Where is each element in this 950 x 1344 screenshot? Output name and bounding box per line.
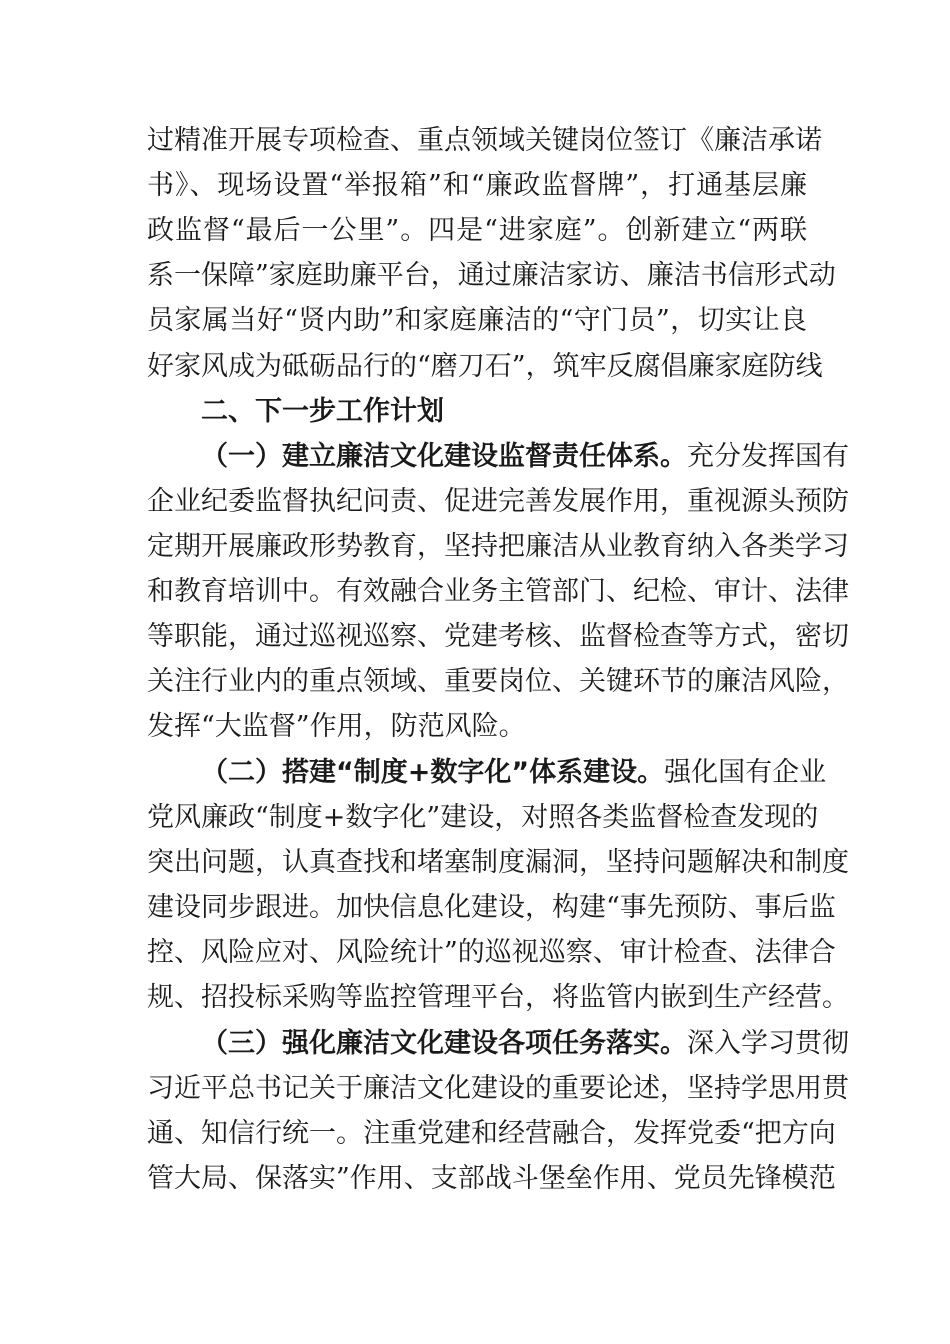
paragraph-line: 关注行业内的重点领域、重要岗位、关键环节的廉洁风险，: [147, 666, 849, 697]
paragraph-line: 建设同步跟进。加快信息化建设，构建“事先预防、事后监: [147, 892, 836, 923]
paragraph-line: 规、招投标采购等监控管理平台，将监管内嵌到生产经营。: [147, 982, 849, 1013]
paragraph-line: 政监督“最后一公里”。四是“进家庭”。创新建立“两联: [147, 215, 807, 246]
paragraph-line: 系一保障”家庭助廉平台，通过廉洁家访、廉洁书信形式动: [147, 260, 836, 291]
paragraph-line: 好家风成为砥砺品行的“磨刀石”，筑牢反腐倡廉家庭防线: [147, 351, 823, 382]
section-3-first-line-rest: 深入学习贯彻: [687, 1028, 849, 1059]
paragraph-line: 习近平总书记关于廉洁文化建设的重要论述，坚持学思用贯: [147, 1073, 849, 1104]
paragraph-line: 和教育培训中。有效融合业务主管部门、纪检、审计、法律: [147, 576, 849, 607]
section-3-title: （三）强化廉洁文化建设各项任务落实。: [201, 1028, 687, 1059]
paragraph-line: 管大局、保落实”作用、支部战斗堡垒作用、党员先锋模范: [147, 1163, 836, 1194]
section-heading: 二、下一步工作计划: [201, 396, 444, 427]
paragraph-line: 党风廉政“制度+数字化”建设，对照各类监督检查发现的: [147, 802, 819, 833]
paragraph-line: 企业纪委监督执纪问责、促进完善发展作用，重视源头预防: [147, 486, 849, 517]
paragraph-line: 突出问题，认真查找和堵塞制度漏洞，坚持问题解决和制度: [147, 847, 849, 878]
paragraph-line: 控、风险应对、风险统计”的巡视巡察、审计检查、法律合: [147, 937, 836, 968]
paragraph-line: 发挥“大监督”作用，防范风险。: [147, 711, 526, 742]
section-1-title: （一）建立廉洁文化建设监督责任体系。: [201, 441, 687, 472]
paragraph-line: 过精准开展专项检查、重点领域关键岗位签订《廉洁承诺: [147, 125, 822, 156]
paragraph-line: 通、知信行统一。注重党建和经营融合，发挥党委“把方向: [147, 1118, 836, 1149]
paragraph-line: 员家属当好“贤内助”和家庭廉洁的“守门员”，切实让良: [147, 305, 807, 336]
paragraph-line: 等职能，通过巡视巡察、党建考核、监督检查等方式，密切: [147, 621, 849, 652]
section-1-first-line-rest: 充分发挥国有: [687, 441, 849, 472]
section-2-title: （二）搭建“制度+数字化”体系建设。: [201, 757, 665, 788]
section-2-first-line-rest: 强化国有企业: [664, 757, 827, 788]
section-2-first-line: [201, 753, 827, 793]
section-1-first-line: [201, 437, 849, 477]
paragraph-line: 定期开展廉政形势教育，坚持把廉洁从业教育纳入各类学习: [147, 531, 849, 562]
paragraph-line: 书》、现场设置“举报箱”和“廉政监督牌”，打通基层廉: [147, 170, 807, 201]
section-3-first-line: [201, 1024, 849, 1064]
